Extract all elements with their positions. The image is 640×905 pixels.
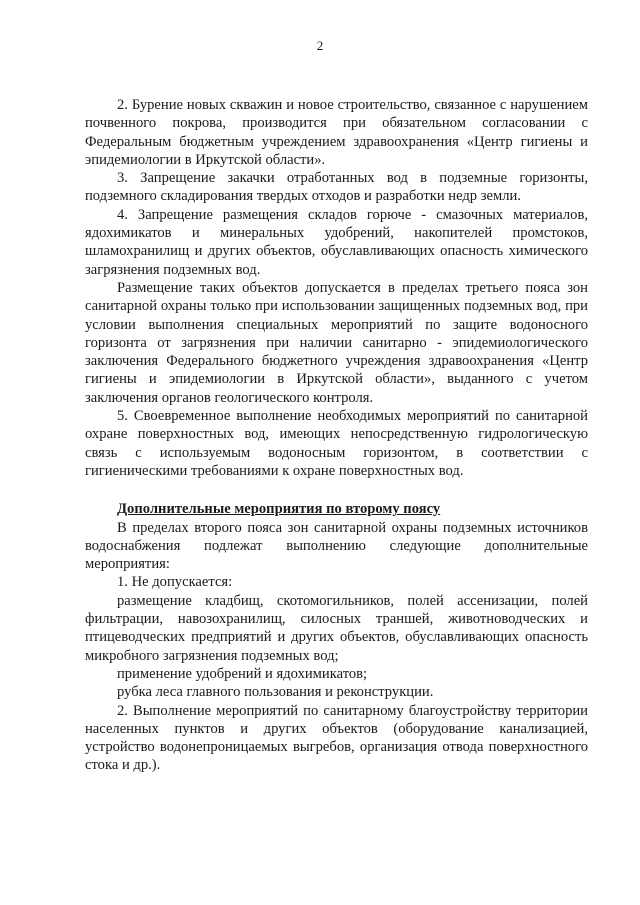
paragraph-improvement: 2. Выполнение мероприятий по санитарному благоустройству территории населенных пунктов и других объектов (оборудование канализацией, устройство водонепроницаемых выгребов, организация отвода поверхностного стока и др.). [85,702,588,774]
paragraph-placement-list: размещение кладбищ, скотомогильников, полей ассенизации, полей фильтрации, навозохранилищ, силосных траншей, животноводческих и птицеводческих предприятий и других объектов, обуславливающих опасность микробного загрязнения подземных вод; [85,592,588,664]
page-number: 2 [316,38,324,53]
paragraph-second-belt-intro: В пределах второго пояса зон санитарной охраны подземных источников водоснабжения подлежат выполнению следующие дополнительные мероприятия: [85,519,588,573]
paragraph-injection-ban: 3. Запрещение закачки отработанных вод в подземные горизонты, подземного складирования твердых отходов и разработки недр земли. [85,170,588,205]
section-heading: Дополнительные мероприятия по второму поясу [117,501,441,518]
paragraph-storage-ban: 4. Запрещение размещения складов горюче - смазочных материалов, ядохимикатов и минеральных удобрений, накопителей промстоков, шламохранилищ и других объектов, обуславливающих опасность химического загрязнения подземных вод. [85,206,588,278]
paragraph-not-allowed: 1. Не допускается: [117,574,233,591]
paragraph-drilling: 2. Бурение новых скважин и новое строительство, связанное с нарушением почвенного покрова, производится при обязательном согласовании с Федеральным бюджетным учреждением здравоохранения «Центр гигиены и эпидемиологии в Иркутской области». [85,97,588,168]
document-body [85,96,588,775]
paragraph-logging: рубка леса главного пользования и реконструкции. [117,684,434,701]
paragraph-surface-water: 5. Своевременное выполнение необходимых мероприятий по санитарной охране поверхностных вод, имеющих непосредственную гидрологическую связь с используемым водоносным горизонтом, в соответствии с гигиеническими требованиями к охране поверхностных вод. [85,408,588,479]
paragraph-placement-conditions: Размещение таких объектов допускается в пределах третьего пояса зон санитарной охраны только при использовании защищенных подземных вод, при условии выполнения специальных мероприятий по защите водоносного горизонта от загрязнения при наличии санитарно - эпидемиологического заключения Федерального бюджетного учреждения здравоохранения «Центр гигиены и эпидемиологии в Иркутской области», выданного с учетом заключения органов геологического контроля. [85,279,588,406]
paragraph-fertilizers: применение удобрений и ядохимикатов; [117,665,368,682]
